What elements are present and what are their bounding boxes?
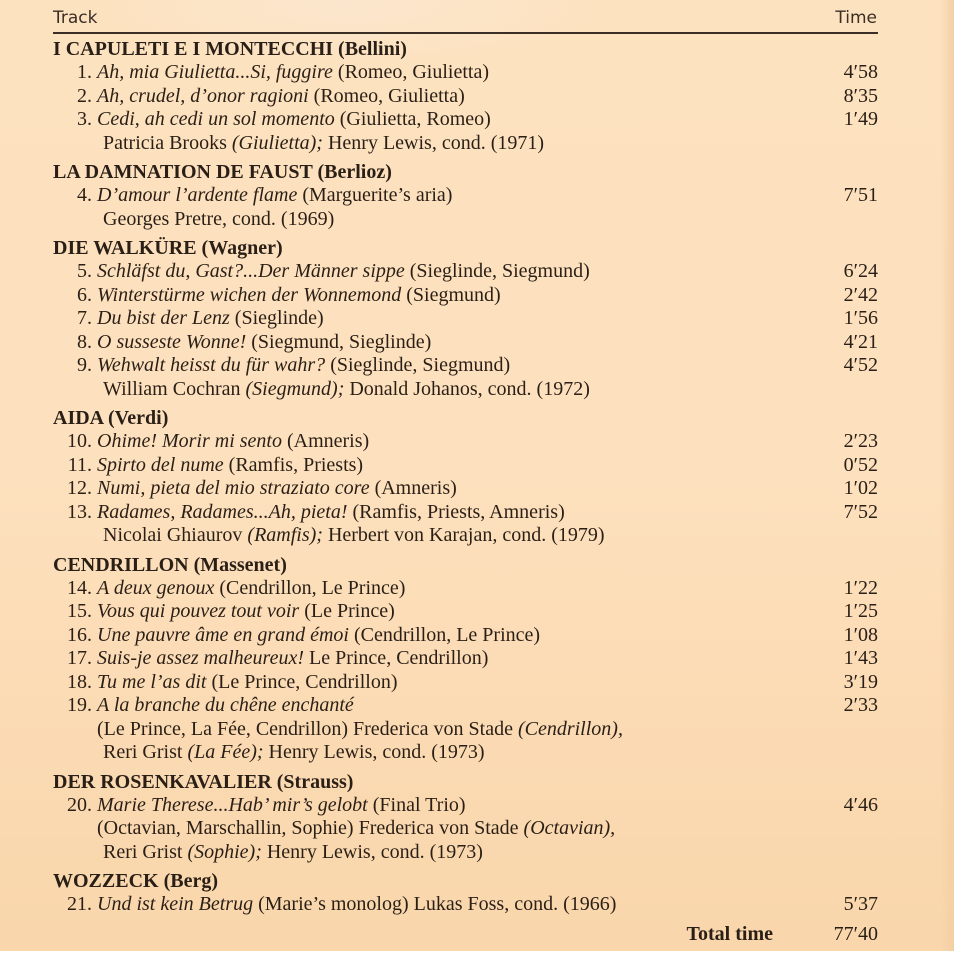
track-row xyxy=(53,477,878,501)
track-time: 8′35 xyxy=(843,84,878,107)
credit-performer: (Le Prince, La Fée, Cendrillon) Frederica von Stade xyxy=(97,717,518,740)
track-title: Tu me l’as dit xyxy=(97,670,207,693)
track-number: 8. xyxy=(77,330,92,353)
section-title: DER ROSENKAVALIER (Strauss) xyxy=(53,770,354,793)
header-divider xyxy=(53,32,878,34)
track-number: 10. xyxy=(67,430,92,452)
opera-section xyxy=(53,236,878,401)
track-title: Winterstürme wichen der Wonnemond xyxy=(97,283,402,306)
credit-conductor: Herbert von Karajan, cond. (1979) xyxy=(322,524,605,546)
track-roles: (Sieglinde, Siegmund) xyxy=(409,260,590,282)
opera-section xyxy=(53,160,878,231)
track-title: Une pauvre âme en grand émoi xyxy=(97,623,349,646)
track-roles: (Ramfis, Priests) xyxy=(228,453,364,476)
track-number: 19. xyxy=(67,694,92,716)
track-number: 21. xyxy=(67,893,92,915)
track-number: 5. xyxy=(77,260,92,282)
track-time: 1′22 xyxy=(843,576,878,599)
track-number: 18. xyxy=(67,670,92,693)
track-number: 7. xyxy=(77,307,92,329)
track-row xyxy=(53,454,878,478)
track-title: Marie Therese...Hab’ mir’s gelobt xyxy=(97,793,368,816)
track-roles: (Siegmund, Sieglinde) xyxy=(251,330,432,353)
track-row xyxy=(53,647,878,671)
credit-conductor: Henry Lewis, cond. (1973) xyxy=(263,741,485,763)
opera-section xyxy=(53,869,878,917)
track-time: 1′25 xyxy=(843,600,878,622)
track-time: 2′33 xyxy=(843,694,878,716)
track-row xyxy=(53,61,878,85)
track-title: Schläfst du, Gast?...Der Männer sippe xyxy=(97,260,405,282)
section-title: I CAPULETI E I MONTECCHI (Bellini) xyxy=(53,38,407,60)
track-number: 1. xyxy=(77,61,92,83)
track-roles: (Sieglinde, Siegmund) xyxy=(330,354,511,376)
credit-role: (La Fée); xyxy=(187,741,264,763)
performer-credit xyxy=(53,378,878,402)
track-roles: (Romeo, Giulietta) xyxy=(337,61,489,83)
track-roles: (Marie’s monolog) Lukas Foss, cond. (1966) xyxy=(258,893,617,915)
track-list xyxy=(53,37,878,946)
track-number: 13. xyxy=(67,500,92,523)
track-time: 1′43 xyxy=(843,647,878,669)
track-time: 1′49 xyxy=(843,108,878,130)
performer-credit xyxy=(53,817,878,841)
time-column-header: Time xyxy=(835,8,877,28)
credit-performer: William Cochran xyxy=(103,377,246,400)
track-row xyxy=(53,600,878,624)
track-title: A la branche du chêne enchanté xyxy=(97,694,354,716)
credit-conductor: Henry Lewis, cond. (1973) xyxy=(261,840,483,863)
track-title: Wehwalt heisst du für wahr? xyxy=(97,354,326,376)
section-title: DIE WALKÜRE (Wagner) xyxy=(53,237,283,259)
track-roles: (Final Trio) xyxy=(372,793,466,816)
track-row xyxy=(53,307,878,331)
total-time-label: Total time xyxy=(686,922,773,945)
track-roles: (Sieglinde) xyxy=(234,307,324,329)
track-number: 11. xyxy=(67,453,92,476)
track-row xyxy=(53,284,878,308)
track-row xyxy=(53,430,878,454)
track-time: 4′58 xyxy=(843,61,878,83)
track-row xyxy=(53,694,878,718)
track-number: 3. xyxy=(77,108,92,130)
credit-performer: (Octavian, Marschallin, Sophie) Frederica von Stade xyxy=(97,817,524,839)
track-time: 7′52 xyxy=(843,500,878,523)
credit-performer: Patricia Brooks xyxy=(103,131,232,154)
track-row xyxy=(53,331,878,355)
opera-section xyxy=(53,37,878,155)
track-number: 15. xyxy=(67,600,92,622)
total-time-value: 77′40 xyxy=(833,922,878,945)
track-title: Du bist der Lenz xyxy=(97,307,230,329)
track-time: 4′52 xyxy=(843,354,878,376)
track-roles: (Cendrillon, Le Prince) xyxy=(353,623,541,646)
performer-credit xyxy=(53,524,878,548)
track-row xyxy=(53,260,878,284)
track-roles: (Amneris) xyxy=(374,477,457,499)
track-title: Ohime! Morir mi sento xyxy=(97,430,282,452)
track-time: 2′23 xyxy=(843,430,878,452)
track-row xyxy=(53,354,878,378)
track-time: 3′19 xyxy=(843,670,878,693)
track-time: 1′08 xyxy=(843,623,878,646)
track-roles: Le Prince, Cendrillon) xyxy=(309,647,489,669)
track-row xyxy=(53,671,878,695)
credit-role: (Siegmund); xyxy=(245,377,345,400)
opera-section xyxy=(53,553,878,765)
track-row xyxy=(53,108,878,132)
track-number: 4. xyxy=(77,184,92,206)
track-row xyxy=(53,624,878,648)
performer-credit xyxy=(53,841,878,865)
track-title: Suis-je assez malheureux! xyxy=(97,647,304,669)
track-row xyxy=(53,577,878,601)
track-title: Spirto del nume xyxy=(97,453,224,476)
track-title: Cedi, ah cedi un sol momento xyxy=(97,108,335,130)
track-roles: (Marguerite’s aria) xyxy=(302,184,453,206)
track-title: Vous qui pouvez tout voir xyxy=(97,600,300,622)
track-title: Und ist kein Betrug xyxy=(97,893,254,915)
performer-credit xyxy=(53,718,878,742)
section-title: CENDRILLON (Massenet) xyxy=(53,553,287,576)
track-roles: (Romeo, Giulietta) xyxy=(313,84,465,107)
track-time: 2′42 xyxy=(843,283,878,306)
track-roles: (Siegmund) xyxy=(406,283,501,306)
track-row xyxy=(53,184,878,208)
track-time: 1′56 xyxy=(843,307,878,329)
track-number: 9. xyxy=(77,354,92,376)
credit-performer: Reri Grist xyxy=(103,840,188,863)
track-time: 7′51 xyxy=(843,184,878,206)
track-row xyxy=(53,893,878,917)
track-number: 2. xyxy=(77,84,92,107)
track-number: 6. xyxy=(77,283,92,306)
credit-conductor: Donald Johanos, cond. (1972) xyxy=(344,377,590,400)
opera-section xyxy=(53,770,878,865)
track-roles: (Le Prince, Cendrillon) xyxy=(211,670,398,693)
section-title: AIDA (Verdi) xyxy=(53,407,169,429)
track-row xyxy=(53,794,878,818)
credit-role: (Ramfis); xyxy=(247,524,323,546)
credit-role: (Cendrillon), xyxy=(517,717,623,740)
performer-credit xyxy=(53,741,878,765)
track-column-header: Track xyxy=(53,8,98,28)
track-row xyxy=(53,85,878,109)
track-title: D’amour l’ardente flame xyxy=(97,184,298,206)
track-roles: (Le Prince) xyxy=(304,600,395,622)
track-roles: (Ramfis, Priests, Amneris) xyxy=(352,500,565,523)
section-title: LA DAMNATION DE FAUST (Berlioz) xyxy=(53,161,392,183)
track-number: 20. xyxy=(67,793,92,816)
track-number: 14. xyxy=(67,576,92,599)
track-number: 16. xyxy=(67,623,92,646)
credit-performer: Georges Pretre, cond. (1969) xyxy=(103,207,335,230)
track-title: Radames, Radames...Ah, pieta! xyxy=(97,500,348,523)
track-number: 17. xyxy=(67,647,92,669)
track-time: 4′21 xyxy=(843,330,878,353)
track-title: A deux genoux xyxy=(97,576,215,599)
track-time: 4′46 xyxy=(843,793,878,816)
track-title: Numi, pieta del mio straziato core xyxy=(97,477,370,499)
section-title: WOZZECK (Berg) xyxy=(53,870,218,892)
performer-credit xyxy=(53,132,878,156)
track-time: 6′24 xyxy=(843,260,878,282)
track-number: 12. xyxy=(67,477,92,499)
track-time: 5′37 xyxy=(843,893,878,915)
opera-section xyxy=(53,406,878,548)
total-time-row xyxy=(53,922,878,946)
credit-role: (Sophie); xyxy=(187,840,262,863)
credit-performer: Nicolai Ghiaurov xyxy=(103,524,248,546)
track-time: 1′02 xyxy=(843,477,878,499)
performer-credit xyxy=(53,208,878,232)
track-roles: (Amneris) xyxy=(286,430,370,452)
track-roles: (Cendrillon, Le Prince) xyxy=(219,576,406,599)
track-title: Ah, crudel, d’onor ragioni xyxy=(97,84,309,107)
track-title: O susseste Wonne! xyxy=(97,330,247,353)
credit-conductor: Henry Lewis, cond. (1971) xyxy=(322,131,545,154)
track-title: Ah, mia Giulietta...Si, fuggire xyxy=(97,61,333,83)
credit-role: (Octavian), xyxy=(523,817,616,839)
track-roles: (Giulietta, Romeo) xyxy=(339,108,491,130)
track-time: 0′52 xyxy=(843,453,878,476)
track-row xyxy=(53,501,878,525)
credit-role: (Giulietta); xyxy=(231,131,323,154)
credit-performer: Reri Grist xyxy=(103,741,188,763)
